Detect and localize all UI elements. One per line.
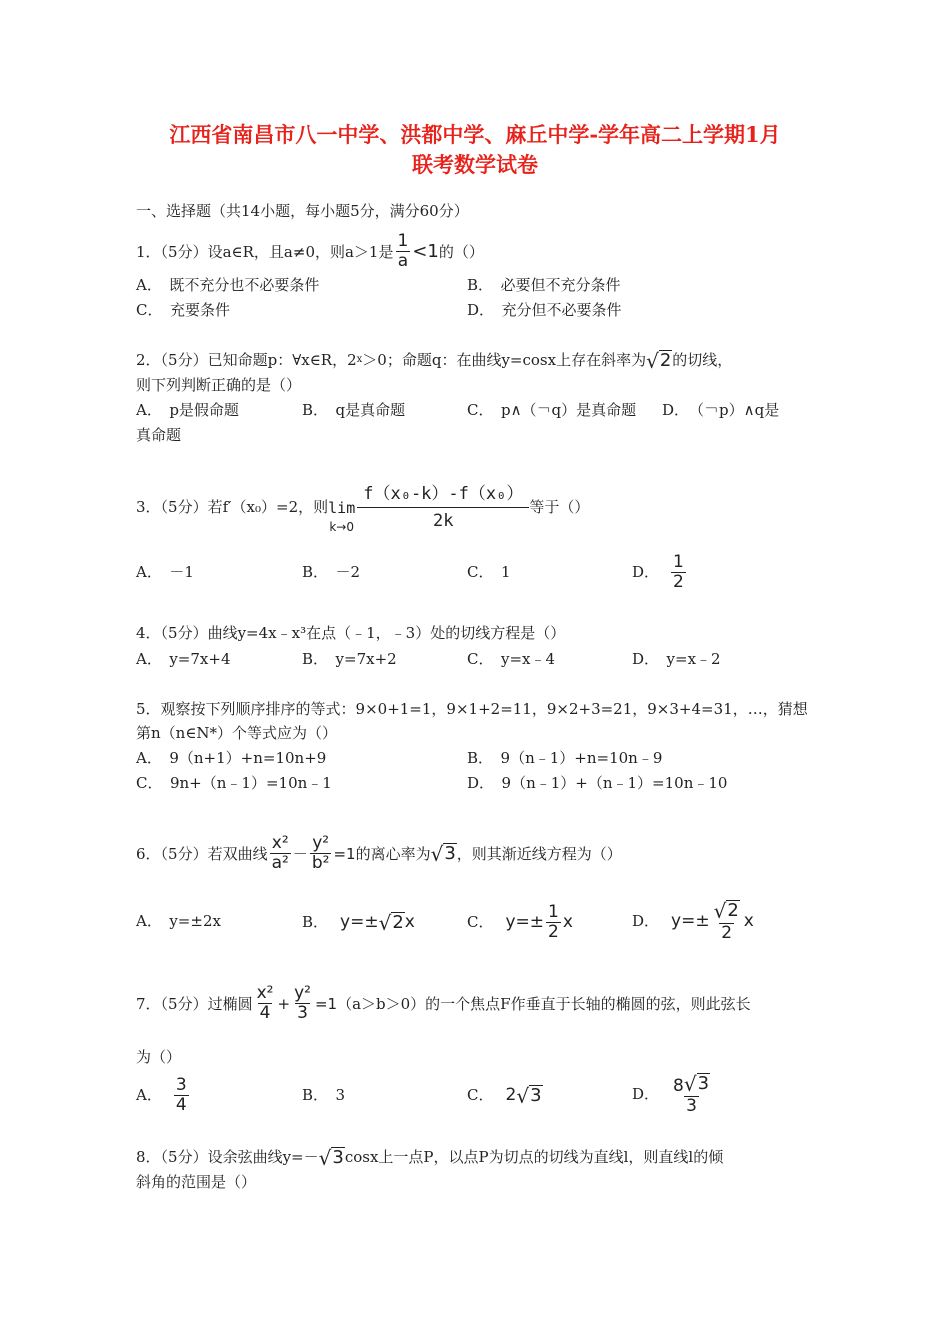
q7-option-b: B． 3 [302, 1086, 346, 1104]
q7-frac-x [255, 984, 276, 1023]
q6-prefix: 6．（5分）若双曲线 [136, 844, 268, 863]
q7-a-num: 3 [175, 1074, 187, 1095]
q7-option-d-label: D． [632, 1085, 660, 1103]
q7-frac-y [292, 984, 313, 1023]
q7-prefix: 7．（5分）过椭圆 [136, 994, 253, 1013]
q6-eq: =1 [333, 844, 356, 863]
question-5-line1: 5．观察按下列顺序排序的等式：9×0+1=1，9×1+2=11，9×2+3=21，9×3+4=31，…，猜想 [136, 700, 808, 718]
q1-option-c: C． 充要条件 [136, 301, 230, 319]
q1-prefix: 1．（5分）设a∈R，且a≠0，则a＞1是 [136, 242, 394, 261]
q6-option-a: A． y=±2x [136, 912, 221, 930]
q6-d-fraction [712, 900, 742, 943]
q6-b-sqrt: √ 2 [378, 910, 404, 935]
q6-frac-x [270, 834, 291, 873]
q3-frac-num: f（x₀-k）-f（x₀） [363, 483, 524, 504]
q6-d-pre: y=± [671, 911, 710, 931]
q2-suffix: 的切线， [672, 351, 733, 369]
q6-suffix: ，则其渐近线方程为（） [456, 844, 622, 863]
q7-a-fraction [174, 1076, 189, 1115]
question-3 [136, 480, 589, 534]
q1-fraction [395, 232, 410, 271]
q7-c-coef: 2 [505, 1085, 517, 1105]
q7-d-den: 3 [686, 1095, 697, 1116]
question-4: 4．（5分）曲线y=4x﹣x³在点（﹣1，﹣3）处的切线方程是（） [136, 624, 566, 642]
q6-c-num: 1 [548, 901, 559, 922]
q2-option-d-wrap: 真命题 [136, 426, 182, 444]
q7-eq: =1 [314, 994, 338, 1013]
q6-d-sqrt-value: 2 [727, 899, 739, 921]
q6-f1-num: x² [271, 833, 289, 853]
q1-frac-num: 1 [397, 231, 409, 251]
q3-option-c: C． 1 [467, 563, 511, 581]
q1-suffix: 的（） [438, 242, 484, 261]
q7-option-c-label: C． [467, 1086, 494, 1104]
q4-option-b: B． y=7x+2 [302, 650, 397, 668]
q2-exponent: x [356, 354, 363, 365]
q6-d-num [712, 900, 742, 923]
q8-prefix: 8．（5分）设余弦曲线y=－ [136, 1148, 319, 1166]
q4-option-d: D． y=x﹣2 [632, 650, 721, 668]
q6-c-post: x [562, 912, 573, 932]
q6-option-c [467, 900, 573, 944]
q6-option-d [632, 898, 754, 944]
q7-d-num [671, 1073, 712, 1096]
q2-line2: 则下列判断正确的是（） [136, 376, 302, 394]
exam-title-line1: 江西省南昌市八一中学、洪都中学、麻丘中学-学年高二上学期1月 [169, 122, 781, 147]
q7-d-sqrt-value: 3 [697, 1072, 710, 1094]
question-5-line2: 第n（n∈N*）个等式应为（） [136, 724, 338, 742]
q3-limit [328, 496, 355, 534]
q6-d-sqrt: √ 2 [713, 898, 739, 923]
q6-frac-y [310, 834, 332, 873]
q6-option-b [302, 900, 415, 944]
q6-c-fraction [546, 903, 561, 942]
q1-frac-den: a [397, 251, 409, 271]
q3-option-d-label: D． [632, 563, 660, 581]
q7-f2-den: 3 [297, 1003, 308, 1023]
q6-option-b-label: B． [302, 913, 329, 931]
q3-option-a: A． －1 [136, 563, 194, 581]
q2-sqrt-value: 2 [659, 349, 672, 371]
q2-option-c: C． p∧（￢q）是真命题 [467, 401, 637, 419]
q8-sqrt-value: 3 [332, 1146, 344, 1168]
q7-option-d [632, 1071, 714, 1117]
q7-c-sqrt-value: 3 [530, 1084, 542, 1106]
q1-option-b: B． 必要但不充分条件 [467, 276, 621, 294]
q3-fraction [357, 481, 529, 534]
q6-option-c-label: C． [467, 913, 494, 931]
q5-option-c: C． 9n+（n﹣1）=10n﹣1 [136, 774, 332, 792]
q7-plus: + [277, 994, 291, 1013]
question-7 [136, 984, 751, 1023]
q6-d-post: x [743, 911, 754, 931]
q6-b-pre: y=± [340, 912, 379, 932]
q7-c-sqrt: √ 3 [516, 1083, 542, 1108]
q6-sqrt-value: 3 [444, 843, 456, 864]
question-6 [136, 834, 622, 873]
q3-lim-sub: k→0 [329, 520, 354, 534]
q6-sqrt: √ 3 [430, 842, 456, 866]
q6-mid: 的离心率为 [355, 844, 431, 863]
q4-option-a: A． y=7x+4 [136, 650, 231, 668]
q6-option-d-label: D． [632, 912, 660, 930]
q2-option-b: B． q是真命题 [302, 401, 406, 419]
q7-a-den: 4 [175, 1094, 187, 1115]
q6-minus: － [292, 844, 308, 863]
q8-sqrt: √ 3 [318, 1145, 344, 1170]
q3-option-b: B． －2 [302, 563, 361, 581]
section-heading: 一、选择题（共14小题，每小题5分，满分60分） [136, 202, 469, 220]
q3-prefix: 3．（5分）若f′（x₀）=2，则 [136, 498, 329, 516]
q5-option-a: A． 9（n+1）+n=10n+9 [136, 749, 327, 767]
q7-f1-den: 4 [259, 1003, 271, 1023]
q6-b-sqrt-value: 2 [392, 911, 404, 933]
q6-c-den: 2 [548, 921, 559, 942]
q3-suffix: 等于（） [529, 498, 590, 516]
q3-frac-den: 2k [357, 507, 529, 534]
q6-d-den: 2 [721, 922, 733, 943]
question-2 [136, 348, 732, 372]
q6-c-pre: y=± [505, 912, 545, 932]
q6-f1-den: a² [271, 853, 289, 873]
q3-option-d-fraction [671, 553, 686, 592]
q3-d-den: 2 [673, 571, 684, 592]
q7-d-sqrt: √ 3 [683, 1071, 710, 1096]
q3-lim-word: lim [328, 499, 356, 517]
exam-title-line2: 联考数学试卷 [412, 152, 538, 177]
q7-option-a [136, 1073, 191, 1117]
question-1 [136, 232, 484, 271]
q1-option-a: A． 既不充分也不必要条件 [136, 276, 320, 294]
q7-f1-num: x² [256, 983, 274, 1003]
q6-f2-num: y² [312, 833, 330, 853]
q8-suffix: cosx上一点P，以点P为切点的切线为直线l，则直线l的倾 [344, 1148, 724, 1166]
q7-suffix: （a＞b＞0）的一个焦点F作垂直于长轴的椭圆的弦，则此弦长 [337, 994, 751, 1013]
q7-d-fraction [671, 1073, 712, 1116]
q5-option-d: D． 9（n﹣1）+（n﹣1）=10n﹣10 [467, 774, 728, 792]
q5-option-b: B． 9（n﹣1）+n=10n﹣9 [467, 749, 663, 767]
q2-mid: ＞0；命题q：在曲线y=cosx上存在斜率为 [362, 351, 647, 369]
q7-option-a-label: A． [136, 1086, 162, 1104]
q7-d-coef: 8 [673, 1075, 684, 1096]
q7-line2: 为（） [136, 1048, 182, 1066]
q2-option-a: A． p是假命题 [136, 401, 239, 419]
q1-option-d: D． 充分但不必要条件 [467, 301, 622, 319]
q7-f2-num: y² [294, 983, 311, 1003]
q2-sqrt: √ 2 [646, 348, 672, 373]
question-8 [136, 1145, 723, 1169]
q3-d-num: 1 [673, 551, 684, 572]
q3-option-d [632, 550, 688, 594]
q6-f2-den: b² [311, 853, 330, 873]
q2-prefix: 2．（5分）已知命题p：∀x∈R，2 [136, 351, 357, 369]
q7-option-c [467, 1080, 543, 1110]
q1-relation: <1 [412, 240, 439, 262]
q8-line2: 斜角的范围是（） [136, 1173, 257, 1191]
q2-option-d: D． （￢p）∧q是 [662, 401, 780, 419]
q4-option-c: C． y=x﹣4 [467, 650, 556, 668]
q6-b-post: x [404, 912, 415, 932]
